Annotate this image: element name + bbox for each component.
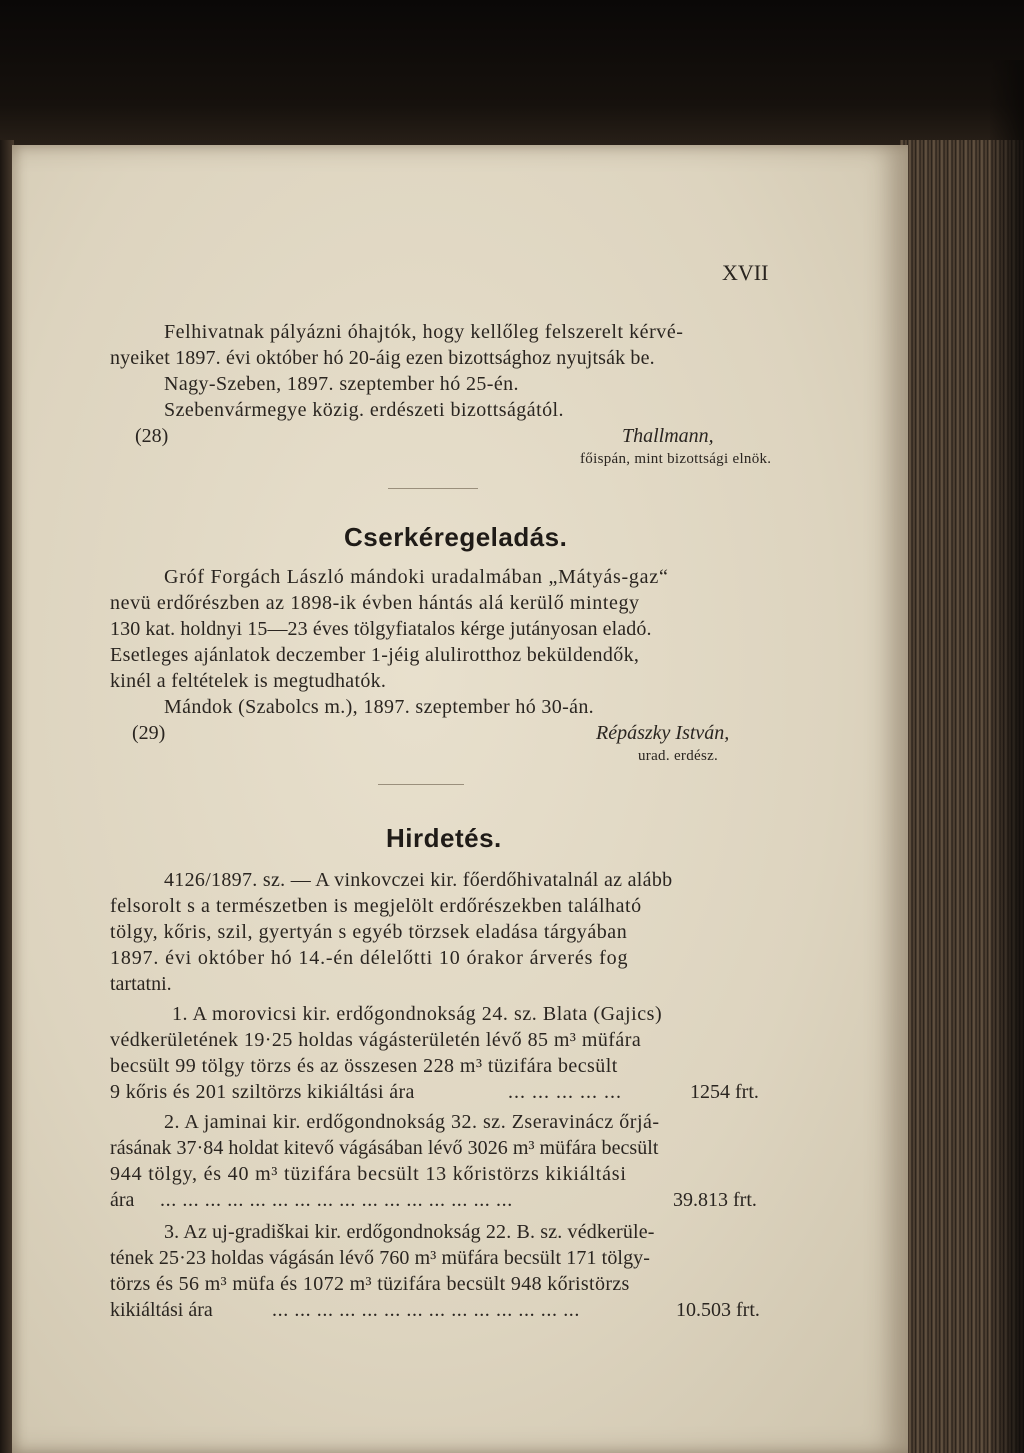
section2-line-5: tartatni. bbox=[110, 973, 172, 995]
section2-heading: Hirdetés. bbox=[386, 823, 502, 853]
item1-line-3: becsült 99 tölgy törzs és az összesen 228 m³ tüzifára becsült bbox=[110, 1055, 618, 1077]
divider-2 bbox=[378, 784, 464, 785]
section1-signature: Répászky István, bbox=[596, 722, 730, 744]
notice1-line-2: nyeiket 1897. évi október hó 20-áig ezen bizottsághoz nyujtsák be. bbox=[110, 347, 655, 369]
section2-line-4: 1897. évi október hó 14.-én délelőtti 10 órakor árverés fog bbox=[110, 947, 629, 969]
section1-line-5: kinél a feltételek is megtudhatók. bbox=[110, 670, 387, 692]
item1-price: 1254 frt. bbox=[690, 1081, 759, 1103]
notice1-signature: Thallmann, bbox=[622, 425, 714, 447]
background-top bbox=[0, 0, 1024, 150]
notice1-line-1: Felhivatnak pályázni óhajtók, hogy kellőleg felszerelt kérvé- bbox=[164, 321, 684, 343]
item2-price: 39.813 frt. bbox=[673, 1189, 757, 1211]
notice1-signature-title: főispán, mint bizottsági elnök. bbox=[580, 451, 772, 467]
section1-ref-number: (29) bbox=[132, 722, 166, 744]
item2-line-1: 2. A jaminai kir. erdőgondnokság 32. sz. Zseravinácz őrjá- bbox=[164, 1111, 660, 1133]
item3-line-3: törzs és 56 m³ müfa és 1072 m³ tüzifára becsült 948 kőristörzs bbox=[110, 1273, 630, 1295]
item2-leader: ... ... ... ... ... ... ... ... ... ... ... ... ... ... ... ... bbox=[160, 1189, 513, 1211]
item1-line-1: 1. A morovicsi kir. erdőgondnokság 24. sz. Blata (Gajics) bbox=[172, 1003, 663, 1025]
item2-line-2: rásának 37·84 holdat kitevő vágásában lévő 3026 m³ müfára becsült bbox=[110, 1137, 659, 1159]
section1-line-2: nevü erdőrészben az 1898-ik évben hántás alá kerülő mintegy bbox=[110, 592, 640, 614]
section1-line-3: 130 kat. holdnyi 15—23 éves tölgyfiatalos kérge jutányosan eladó. bbox=[110, 618, 652, 640]
section2-line-1: 4126/1897. sz. — A vinkovczei kir. főerdőhivatalnál az alább bbox=[164, 869, 673, 891]
divider-1 bbox=[388, 488, 478, 489]
section1-line-1: Gróf Forgách László mándoki uradalmában „Mátyás-gaz“ bbox=[164, 566, 669, 588]
item3-line-4: kikiáltási ára bbox=[110, 1299, 213, 1321]
section2-line-3: tölgy, kőris, szil, gyertyán s egyéb törzsek eladása tárgyában bbox=[110, 921, 628, 943]
item1-leader: ... ... ... ... ... bbox=[508, 1081, 622, 1103]
item2-line-4: ára bbox=[110, 1189, 135, 1211]
section1-heading: Cserkéregeladás. bbox=[344, 522, 568, 552]
section1-line-4: Esetleges ajánlatok deczember 1-jéig alulirotthoz beküldendők, bbox=[110, 644, 640, 666]
section1-signature-title: urad. erdész. bbox=[638, 748, 719, 764]
item3-line-1: 3. Az uj-gradiškai kir. erdőgondnokság 22. B. sz. védkerüle- bbox=[164, 1221, 655, 1243]
notice1-ref-number: (28) bbox=[135, 425, 169, 447]
page-number: XVII bbox=[722, 260, 769, 285]
notice1-line-4: Szebenvármegye közig. erdészeti bizottságától. bbox=[164, 399, 564, 421]
section1-line-6: Mándok (Szabolcs m.), 1897. szeptember hó 30-án. bbox=[164, 696, 595, 718]
book-edge-shadow bbox=[990, 60, 1024, 1453]
item1-line-4: 9 kőris és 201 sziltörzs kikiáltási ára bbox=[110, 1081, 415, 1103]
item2-line-3: 944 tölgy, és 40 m³ tüzifára becsült 13 kőristörzs kikiáltási bbox=[110, 1163, 627, 1185]
item1-line-2: védkerületének 19·25 holdas vágásterületén lévő 85 m³ müfára bbox=[110, 1029, 642, 1051]
item3-line-2: tének 25·23 holdas vágásán lévő 760 m³ müfára becsült 171 tölgy- bbox=[110, 1247, 651, 1269]
section2-line-2: felsorolt s a természetben is megjelölt erdőrészekben található bbox=[110, 895, 642, 917]
notice1-line-3: Nagy-Szeben, 1897. szeptember hó 25-én. bbox=[164, 373, 519, 395]
item3-price: 10.503 frt. bbox=[676, 1299, 760, 1321]
item3-leader: ... ... ... ... ... ... ... ... ... ... ... ... ... ... bbox=[272, 1299, 580, 1321]
